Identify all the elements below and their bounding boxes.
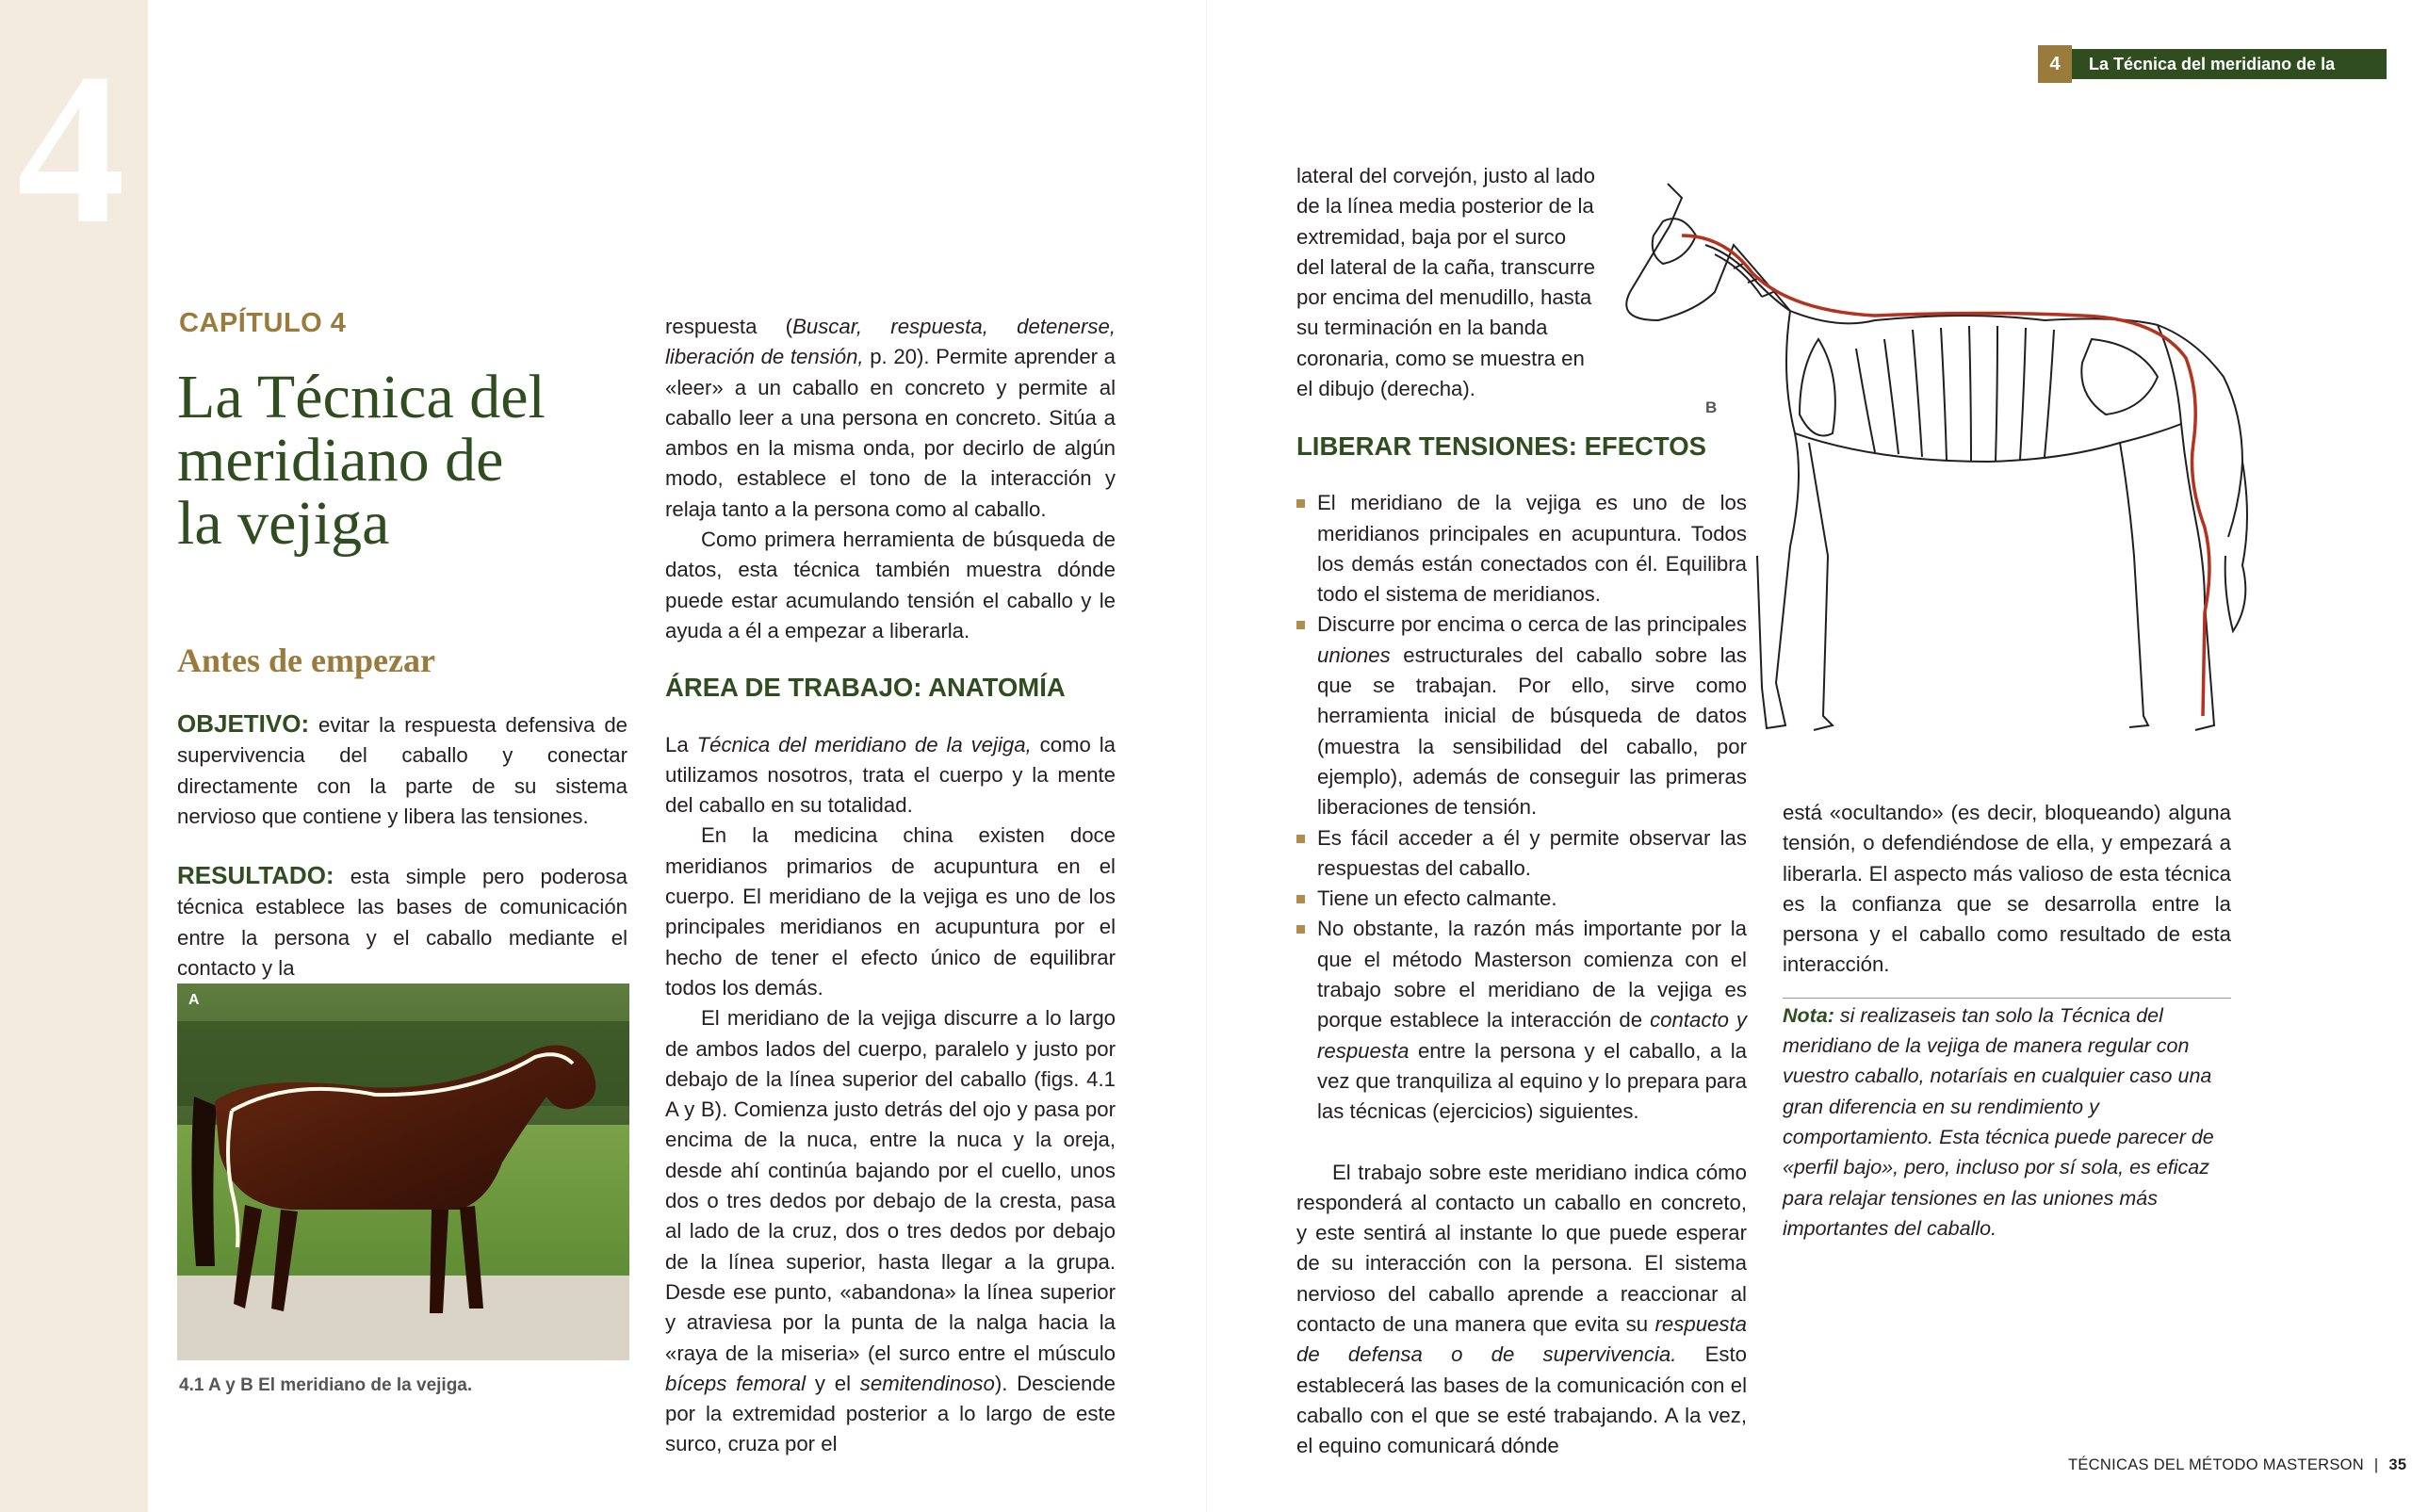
paragraph: [665, 312, 1116, 525]
italic-run: bíceps femoral: [665, 1371, 807, 1395]
list-item: [1296, 914, 1747, 1127]
horse-photo: [177, 984, 629, 1360]
text-run: respuesta (: [665, 315, 793, 338]
text-run: estructurales del caballo sobre las que se trabajan. Por ello, sirve como herramienta inicial de búsqueda de datos (muestra la sensibilidad del caballo, por ejemplo), además de conseguir las primeras liberaciones de tensión.: [1317, 642, 1747, 820]
footer-book-title: TÉCNICAS DEL MÉTODO MASTERSON: [2068, 1456, 2364, 1473]
header-title: La Técnica del meridiano de la vejiga: [2072, 49, 2387, 79]
column-3-intro: lateral del corvejón, justo al lado de la línea media posterior de la extremidad, baja por el surco del lateral de la caña, transcurre por encima del menudillo, hasta su terminación en la banda coronaria, como se muestra en el dibujo (derecha).: [1296, 164, 1595, 401]
paragraph: está «ocultando» (es decir, bloqueando) alguna tensión, o defendiéndose de ella, y empezará a liberarla. El aspecto más valioso de esta técnica es la confianza que se desarrolla entre la persona y el caballo como resultado de esta interacción.: [1783, 801, 2231, 977]
list-item: Tiene un efecto calmante.: [1296, 884, 1747, 914]
text-run: No obstante, la razón más importante por la que el método Masterson comienza con el trabajo sobre el meridiano de la vejiga es porque establece la interacción de: [1317, 917, 1747, 1032]
header-chapter-number: 4: [2038, 45, 2072, 83]
paragraph: [665, 730, 1116, 821]
skeleton-illustration: [1592, 160, 2271, 744]
text-run: El trabajo sobre este meridiano indica cómo responderá al contacto un caballo en concreto, y este sentirá al instante lo que puede esperar de su interacción con la persona. El sistema nervioso del caballo aprende a reaccionar al contacto de una manera que evita su: [1296, 1160, 1747, 1337]
drawing-marker: B: [1705, 398, 1718, 416]
chapter-label: CAPÍTULO 4: [179, 308, 347, 338]
note-box: [1783, 998, 2231, 1244]
note-text: si realizaseis tan solo la Técnica del meridiano de la vejiga de manera regular con vuestro caballo, notaríais en cualquier caso una gran diferencia en su rendimiento y comportamiento. Esta técnica puede parecer de «perfil bajo», pero, incluso por sí sola, es eficaz para relajar tensiones en las uniones más importantes del caballo.: [1783, 1003, 2214, 1240]
text-run: Esto establecerá las bases de la comunicación con el caballo con el que se esté trabajando. A la vez, el equino comunicará dónde: [1296, 1342, 1747, 1458]
chapter-title: [177, 363, 648, 558]
result-label: RESULTADO:: [177, 861, 334, 889]
list-item: El meridiano de la vejiga es uno de los meridianos principales en acupuntura. Todos los demás están conectados con él. Equilibra todo el sistema de meridianos.: [1296, 488, 1747, 610]
result-paragraph: [177, 860, 627, 984]
objective-text: evitar la respuesta defensiva de supervivencia del caballo y conectar directamente con la parte de su sistema nervioso que contiene y libera las tensiones.: [177, 713, 628, 828]
result-text: esta simple pero poderosa técnica establece las bases de comunicación entre la persona y el caballo mediante el contacto y la: [177, 865, 627, 980]
section-heading-efectos: LIBERAR TENSIONES: EFECTOS: [1296, 431, 1706, 461]
italic-run: Buscar, respuesta, detenerse, liberación de tensión,: [665, 315, 1116, 369]
italic-run: semitendinoso: [859, 1371, 995, 1395]
text-run: Discurre por encima o cerca de las principales: [1317, 612, 1747, 637]
chapter-title-line: la vejiga: [177, 489, 390, 558]
chapter-title-line: meridiano de: [177, 426, 504, 495]
photo-marker: A: [188, 992, 200, 1008]
text-run: entre la persona y el caballo, a la vez que tranquiliza al equino y lo prepara para las técnicas (ejercicios) siguientes.: [1317, 1038, 1747, 1124]
page-number: 35: [2388, 1456, 2407, 1473]
text-run: como la utilizamos nosotros, trata el cuerpo y la mente del caballo en su totalidad.: [665, 732, 1116, 818]
page-gutter: [1206, 0, 1207, 1512]
objective-label: OBJETIVO:: [177, 709, 310, 738]
note-label: Nota:: [1783, 1003, 1834, 1027]
text-run: La: [665, 732, 697, 756]
italic-run: contacto y respuesta: [1317, 1008, 1747, 1063]
italic-run: Técnica del meridiano de la vejiga,: [696, 732, 1032, 756]
paragraph: [1296, 1158, 1747, 1462]
objective-paragraph: [177, 708, 627, 832]
list-item: Es fácil acceder a él y permite observar las respuestas del caballo.: [1296, 823, 1747, 885]
text-run: p. 20). Permite aprender a «leer» a un caballo en concreto y permite al caballo leer a una persona en concreto. Sitúa a ambos en la misma onda, por decirlo de algún modo, establece el tono de la interacción y relaja tanto a la persona como al caballo.: [665, 345, 1116, 521]
column-4: [1783, 798, 2231, 1244]
text-run: y el: [806, 1371, 860, 1395]
horse-photo-illustration: [177, 984, 629, 1360]
italic-run: respuesta de defensa o de supervivencia.: [1296, 1312, 1747, 1367]
paragraph: En la medicina china existen doce meridianos primarios de acupuntura en el cuerpo. El meridiano de la vejiga es uno de los principales meridianos en acupuntura por el hecho de tener el efecto único de equilibrar todos los demás.: [665, 823, 1116, 1000]
figure-caption: 4.1 A y B El meridiano de la vejiga.: [179, 1375, 473, 1395]
page-footer: [2068, 1456, 2406, 1474]
chapter-number: 4: [17, 28, 125, 268]
section-heading-anatomia: ÁREA DE TRABAJO: ANATOMÍA: [665, 673, 1066, 703]
text-run: ). Desciende por la extremidad posterior a lo largo de este surco, cruza por el: [665, 1371, 1116, 1456]
italic-run: uniones: [1317, 642, 1391, 667]
section-title: Antes de empezar: [177, 642, 435, 679]
chapter-title-line: La Técnica del: [177, 363, 546, 431]
column-2: [665, 312, 1116, 1460]
paragraph: [665, 1003, 1116, 1459]
text-run: El meridiano de la vejiga discurre a lo largo de ambos lados del cuerpo, paralelo y justo por debajo de la línea superior del caballo (figs. 4.1 A y B). Comienza justo detrás del ojo y pasa por encima de la nuca, entre la nuca y la oreja, desde ahí continúa bajando por el cuello, unos dos o tres dedos por debajo de la cresta, pasa al lado de la cruz, dos o tres dedos por debajo de la línea superior, hasta llegar a la grupa. Desde ese punto, «abandona» la línea superior y atraviesa por la punta de la nalga hacia la «raya de la miseria» (el surco entre el músculo: [665, 1006, 1116, 1365]
skeleton-drawing: [1592, 160, 2271, 744]
note-paragraph: [1783, 1000, 2231, 1244]
paragraph: Como primera herramienta de búsqueda de datos, esta técnica también muestra dónde puede estar acumulando tensión el caballo y le ayuda a él a empezar a liberarla.: [665, 528, 1116, 642]
footer-separator: |: [2373, 1456, 2379, 1473]
